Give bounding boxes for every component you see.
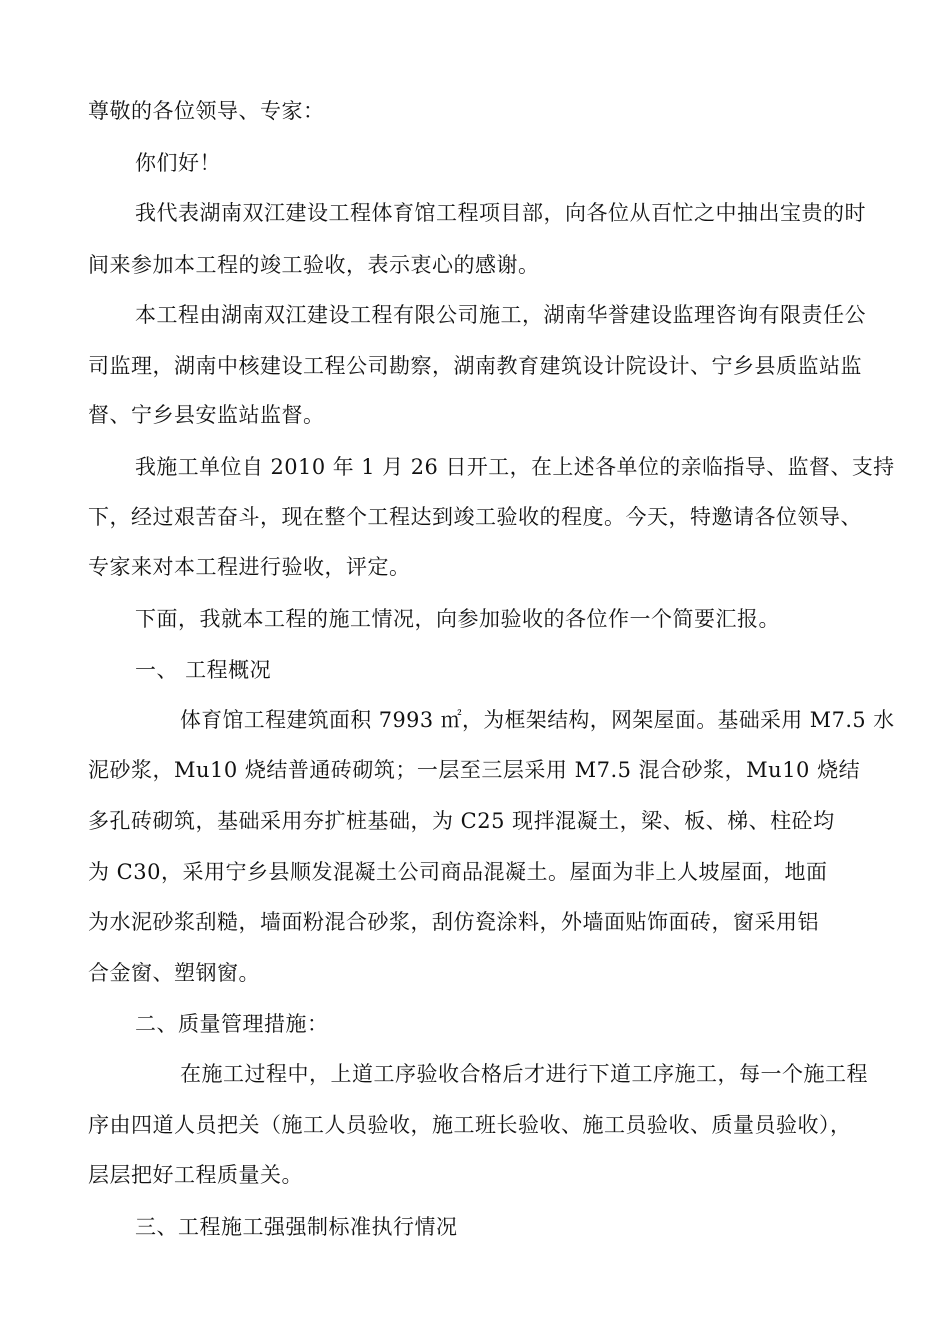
quality-paragraph-line: 层层把好工程质量关。 <box>88 1163 303 1187</box>
units-paragraph-line: 本工程由湖南双江建设工程有限公司施工，湖南华誉建设监理咨询有限责任公 <box>135 303 866 327</box>
overview-paragraph-line: 为 C30，采用宁乡县顺发混凝土公司商品混凝土。屋面为非上人坡屋面，地面 <box>88 860 828 884</box>
schedule-paragraph-line: 下，经过艰苦奋斗，现在整个工程达到竣工验收的程度。今天，特邀请各位领导、 <box>88 505 862 529</box>
overview-paragraph-line: 为水泥砂浆刮糙，墙面粉混合砂浆，刮仿瓷涂料，外墙面贴饰面砖，窗采用铝 <box>88 910 819 934</box>
overview-paragraph-line: 合金窗、塑钢窗。 <box>88 961 260 985</box>
overview-paragraph-line: 多孔砖砌筑，基础采用夯扩桩基础，为 C25 现拌混凝土，梁、板、梯、柱砼均 <box>88 809 835 833</box>
overview-paragraph-line: 泥砂浆，Mu10 烧结普通砖砌筑；一层至三层采用 M7.5 混合砂浆，Mu10 烧结 <box>88 758 861 782</box>
report-intro: 下面，我就本工程的施工情况，向参加验收的各位作一个简要汇报。 <box>135 607 780 631</box>
quality-paragraph-line: 在施工过程中，上道工序验收合格后才进行下道工序施工，每一个施工程 <box>180 1062 868 1086</box>
quality-paragraph-line: 序由四道人员把关（施工人员验收，施工班长验收、施工员验收、质量员验收）， <box>88 1113 852 1137</box>
overview-paragraph-line: 体育馆工程建筑面积 7993 ㎡，为框架结构，网架屋面。基础采用 M7.5 水 <box>180 708 895 732</box>
salutation: 尊敬的各位领导、专家： <box>88 99 325 123</box>
units-paragraph-line: 督、宁乡县安监站监督。 <box>88 403 325 427</box>
section-heading-quality: 二、质量管理措施： <box>135 1012 329 1036</box>
section-heading-standards: 三、工程施工强强制标准执行情况 <box>135 1215 458 1239</box>
greeting: 你们好！ <box>135 151 221 175</box>
section-heading-overview: 一、 工程概况 <box>135 658 272 682</box>
intro-paragraph-line: 我代表湖南双江建设工程体育馆工程项目部，向各位从百忙之中抽出宝贵的时 <box>135 201 866 225</box>
units-paragraph-line: 司监理，湖南中核建设工程公司勘察，湖南教育建筑设计院设计、宁乡县质监站监 <box>88 354 862 378</box>
schedule-paragraph-line: 专家来对本工程进行验收，评定。 <box>88 555 411 579</box>
schedule-paragraph-line: 我施工单位自 2010 年 1 月 26 日开工，在上述各单位的亲临指导、监督、支持 <box>135 455 895 479</box>
intro-paragraph-line: 间来参加本工程的竣工验收，表示衷心的感谢。 <box>88 253 540 277</box>
